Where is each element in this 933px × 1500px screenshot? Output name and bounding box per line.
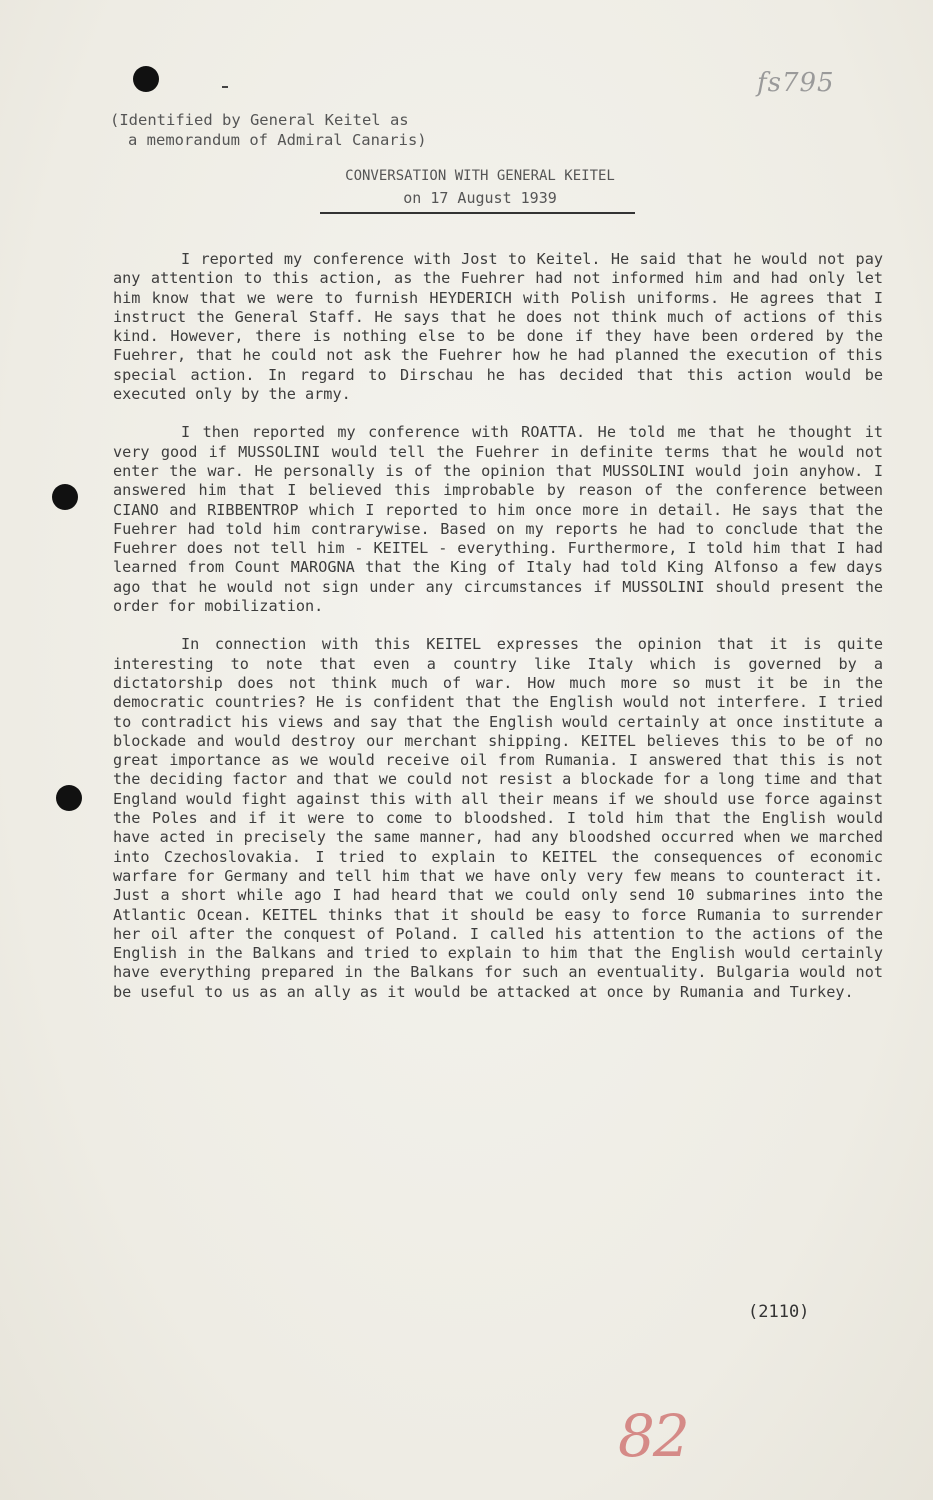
document-title: CONVERSATION WITH GENERAL KEITEL xyxy=(345,168,615,184)
paragraph: I then reported my conference with ROATTA. He told me that he thought it very good if MUSSOLINI would tell the Fuehrer in definite terms that he would not enter the war. He personally is of the opinion that MUSSOLINI would join anyhow. I answered him that I believed this improbable by reason of the conference between CIANO and RIBBENTROP which I reported to him once more in detail. He says that the Fuehrer had told him contrarywise. Based on my reports he had to conclude that the Fuehrer does not tell him - KEITEL - everything. Furthermore, I told him that I had learned from Count MAROGNA that the King of Italy had told King Alfonso a few days ago that he would not sign under any circumstances if MUSSOLINI should present the order for mobilization. xyxy=(113,423,883,616)
paragraph: I reported my conference with Jost to Keitel. He said that he would not pay any attention to this action, as the Fuehrer had not informed him and had only let him know that we were to furnish HEYDERICH with Polish uniforms. He agrees that I instruct the General Staff. He says that he does not think much of actions of this kind. However, there is nothing else to be done if they have been ordered by the Fuehrer, that he could not ask the Fuehrer how he had planned the execution of this special action. In regard to Dirschau he has decided that this action would be executed only by the army. xyxy=(113,250,883,404)
document-subtitle: on 17 August 1939 xyxy=(403,189,557,207)
title-underline xyxy=(320,212,635,214)
handwritten-folio-number: 82 xyxy=(618,1402,688,1470)
paragraph: In connection with this KEITEL expresses the opinion that it is quite interesting to note that even a country like Italy which is governed by a dictatorship does not think much of war. How much more so must it be in the democratic countries? He is confident that the English would not interfere. I tried to contradict his views and say that the English would certainly at once institute a blockade and would destroy our merchant shipping. KEITEL believes this to be of no great importance as we would receive oil from Rumania. I answered that this is not the deciding factor and that we could not resist a blockade for a long time and that England would fight against this with all their means if we should use force against the Poles and if it were to come to bloodshed. I told him that the English would have acted in precisely the same manner, had any bloodshed occurred when we marched into Czechoslovakia. I tried to explain to KEITEL the consequences of economic warfare for Germany and tell him that we have only very few means to counteract it. Just a short while ago I had heard that we could only send 10 submarines into the Atlantic Ocean. KEITEL thinks that it should be easy to force Rumania to surrender her oil after the conquest of Poland. I called his attention to the actions of the English in the Balkans and tried to explain to him that the English would certainly have everything prepared in the Balkans for such an eventuality. Bulgaria would not be useful to us as an ally as it would be attacked at once by Rumania and Turkey. xyxy=(113,635,883,1001)
page-number: (2110) xyxy=(748,1302,810,1322)
document-title-block xyxy=(320,165,640,209)
identification-line-1: (Identified by General Keitel as xyxy=(110,111,409,129)
identification-line-2: a memorandum of Admiral Canaris) xyxy=(128,131,427,149)
dash-mark xyxy=(222,86,228,88)
identification-note xyxy=(110,110,427,150)
pencil-reference-number: fs795 xyxy=(757,68,835,98)
punch-hole-lower xyxy=(56,785,82,811)
body-text xyxy=(113,250,883,1002)
punch-hole-middle xyxy=(52,484,78,510)
punch-hole-top xyxy=(133,66,159,92)
